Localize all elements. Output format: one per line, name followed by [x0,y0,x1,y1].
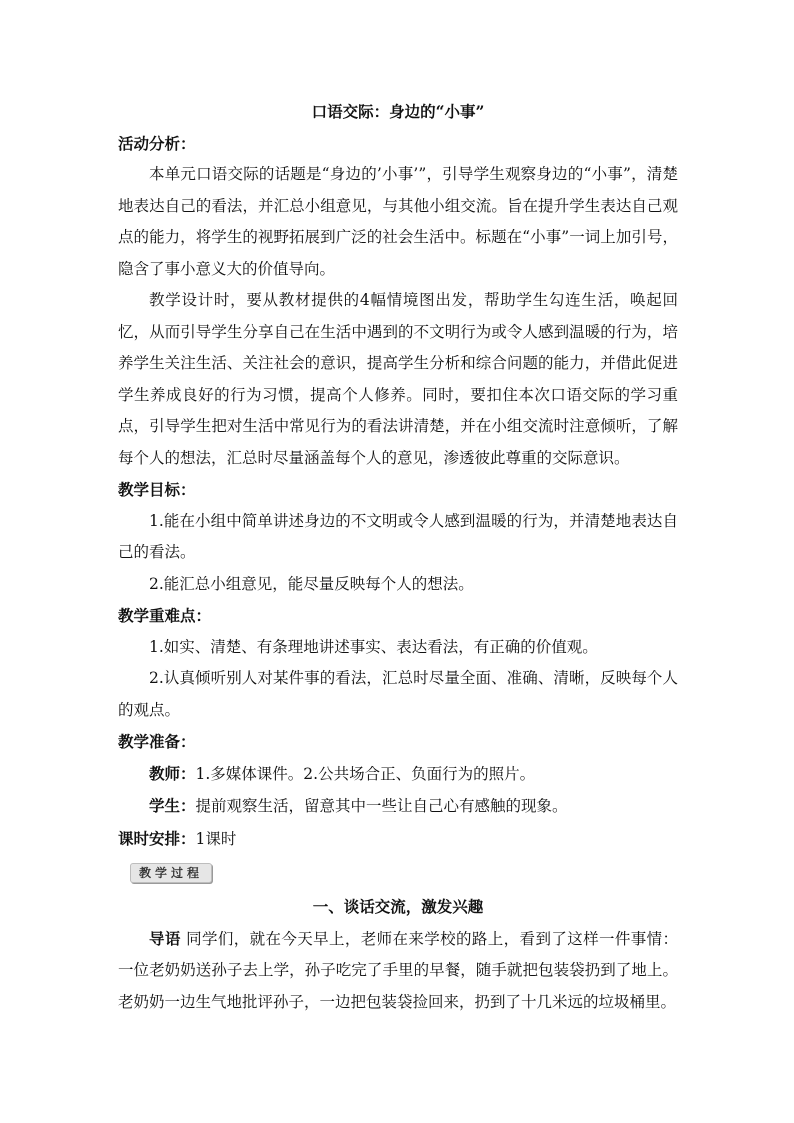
preparation-student [118,790,678,823]
lead-label: 导语 [149,928,181,948]
student-text: 提前观察生活，留意其中一些让自己心有感触的现象。 [195,797,568,815]
process-stamp: 教学过程 [130,863,212,883]
page-title: 口语交际：身边的“小事” [311,102,485,121]
document-page [118,96,678,1018]
section-1-title: 一、谈话交流，激发兴趣 [312,897,484,916]
teacher-label: 教师： [149,763,196,783]
section-1-lead [118,923,678,1019]
goals-heading: 教学目标： [118,480,196,499]
schedule-line [118,823,678,856]
analysis-paragraph-1: 本单元口语交际的话题是“身边的’小事’”，引导学生观察身边的“小事”，清楚地表达自己的看法，并汇总小组意见，与其他小组交流。旨在提升学生表达自己观点的能力，将学生的视野拓展到广泛的社会生活中。标题在“小事”一词上加引号，隐含了事小意义大的价值导向。 [118,165,678,278]
lead-text: 同学们，就在今天早上，老师在来学校的路上，看到了这样一件事情：一位老奶奶送孙子去上学，孙子吃完了手里的早餐，随手就把包装袋扔到了地上。老奶奶一边生气地批评孙子，一边把包装袋捡回来，扔到了十几米远的垃圾桶里。 [118,929,678,1011]
student-label: 学生： [149,796,196,815]
process-stamp-row [118,855,678,891]
preparation-heading: 教学准备： [118,732,196,751]
schedule-value: 1课时 [195,829,237,848]
schedule-label: 课时安排： [118,828,196,848]
key-point-item-1: 1.如实、清楚、有条理地讲述事实、表达看法，有正确的价值观。 [149,637,598,656]
goal-item-2: 2.能汇总小组意见，能尽量反映每个人的想法。 [149,574,474,593]
preparation-teacher [118,758,678,791]
analysis-paragraph-2: 教学设计时，要从教材提供的4幅情境图出发，帮助学生勾连生活，唤起回忆，从而引导学生分享自己在生活中遇到的不文明行为或令人感到温暖的行为，培养学生关注生活、关注社会的意识，提高学生分析和综合问题的能力，并借此促进学生养成良好的行为习惯，提高个人修养。同时，要扣住本次口语交际的学习重点，引导学生把对生活中常见行为的看法讲清楚，并在小组交流时注意倾听，了解每个人的想法，汇总时尽量涵盖每个人的意见，渗透彼此尊重的交际意识。 [118,291,678,467]
key-point-item-2: 2.认真倾听别人对某件事的看法，汇总时尽量全面、准确、清晰，反映每个人的观点。 [118,669,678,719]
teacher-text: 1.多媒体课件。2.公共场合正、负面行为的照片。 [195,764,536,783]
key-points-heading: 教学重难点： [118,606,212,625]
analysis-heading: 活动分析： [118,133,196,153]
goal-item-1: 1.能在小组中简单讲述身边的不文明或令人感到温暖的行为，并清楚地表达自己的看法。 [118,511,678,561]
